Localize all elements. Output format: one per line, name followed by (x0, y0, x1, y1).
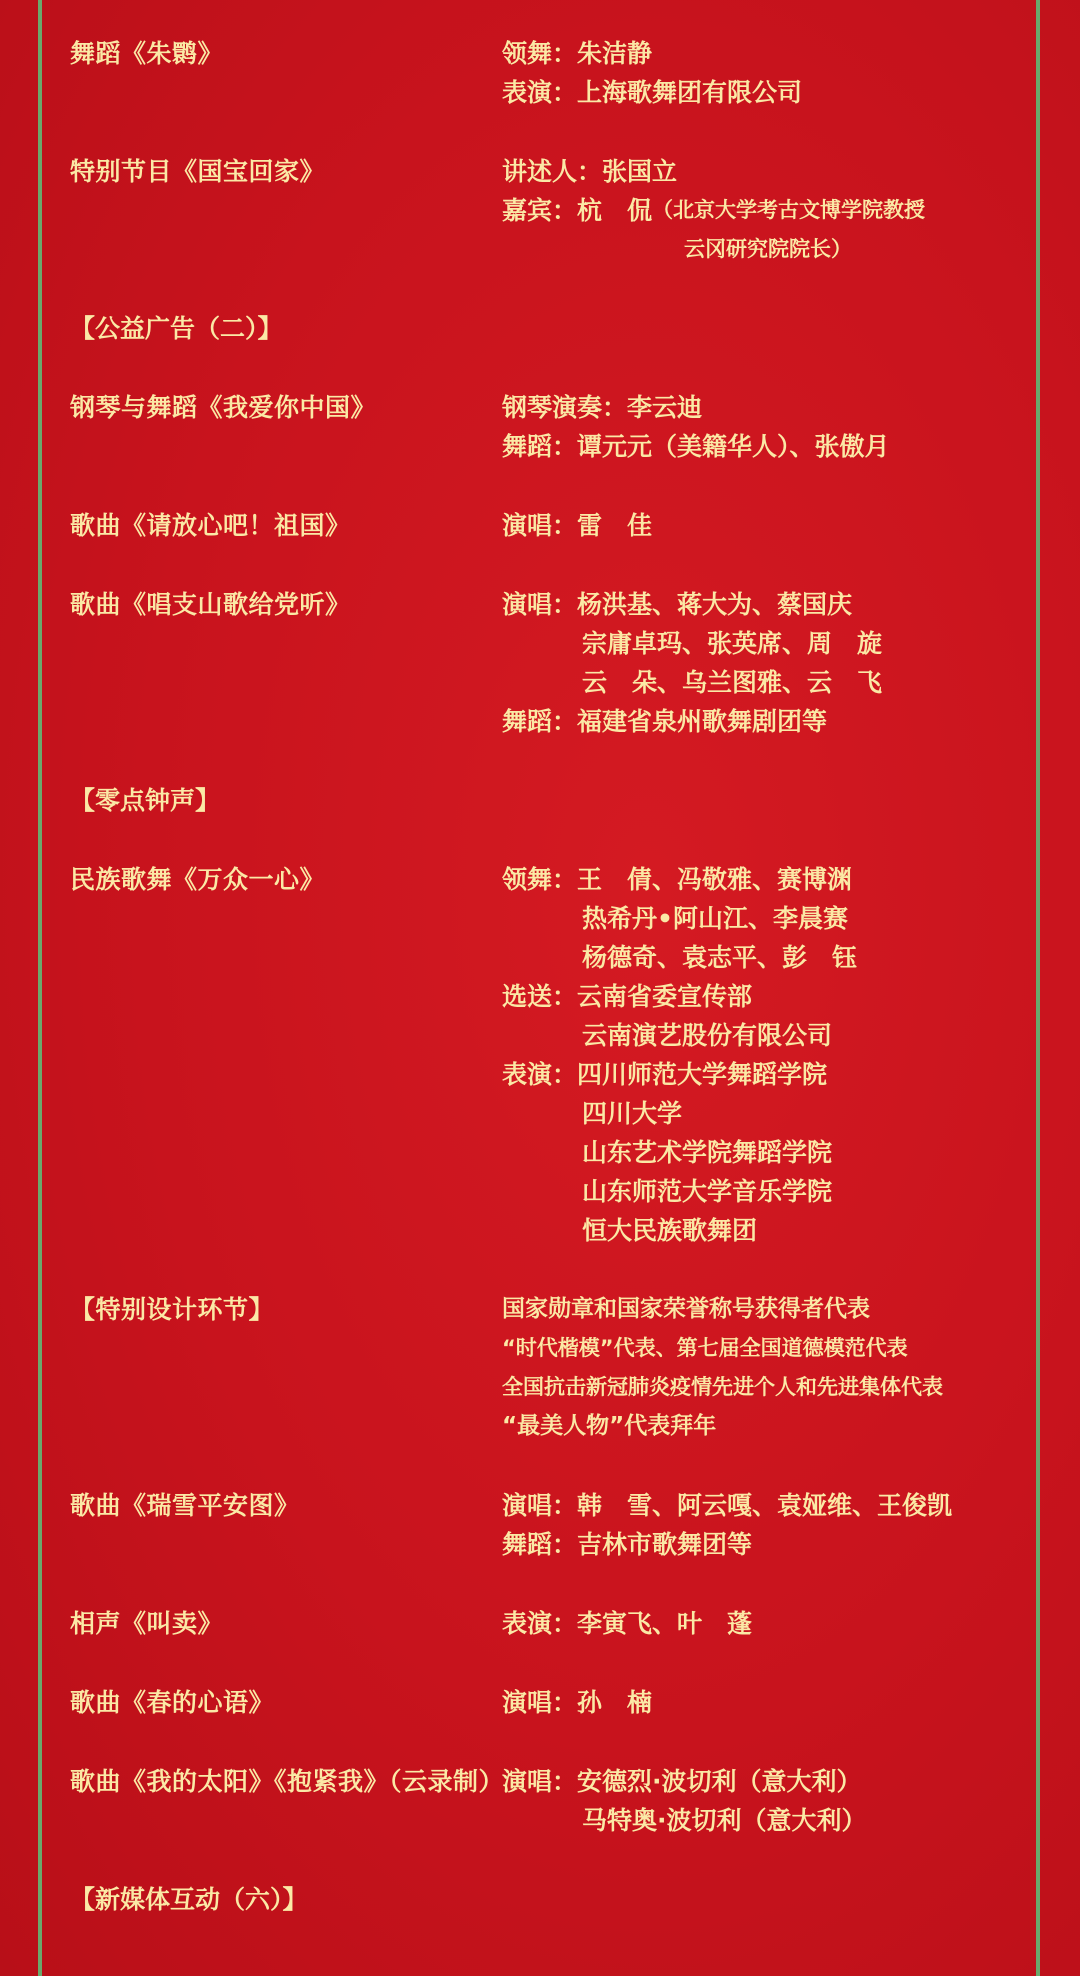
performer-names: 上海歌舞团有限公司 (577, 78, 803, 107)
performer-names: 李寅飞、叶 蓬 (577, 1609, 753, 1638)
program-details (502, 388, 1030, 466)
left-border-line (38, 0, 42, 1976)
section-title: 【公益广告（二）】 (70, 314, 283, 343)
right-border-line (1036, 0, 1040, 1976)
performer-names: 李云迪 (627, 393, 703, 422)
program-item (70, 1604, 1030, 1643)
role-label: 领舞： (502, 39, 578, 68)
performer-line (502, 1525, 1030, 1564)
program-item (70, 1486, 1030, 1564)
program-details (502, 152, 1030, 269)
performer-names: 吉林市歌舞团等 (577, 1530, 753, 1559)
detail-text: 全国抗击新冠肺炎疫情先进个人和先进集体代表 (502, 1375, 943, 1399)
program-title: 舞蹈《朱鹮》 (70, 39, 224, 68)
performer-names-continued: 热希丹•阿山江、李晨赛 (582, 904, 848, 933)
program-item (70, 152, 1030, 269)
performer-line (502, 1683, 1030, 1722)
performer-line (502, 191, 1030, 230)
performer-names: 四川师范大学舞蹈学院 (577, 1060, 828, 1089)
role-label: 舞蹈： (502, 707, 578, 736)
performer-names: 杭 侃 (577, 196, 653, 225)
section-title: 【新媒体互动（六）】 (70, 1885, 308, 1914)
program-title: 歌曲《唱支山歌给党听》 (70, 590, 351, 619)
performer-line (502, 506, 1030, 545)
detail-text: “最美人物”代表拜年 (502, 1413, 717, 1439)
performer-names-continued: 四川大学 (582, 1099, 683, 1128)
program-details (502, 1290, 1030, 1446)
performer-names: 云南省委宣传部 (577, 982, 753, 1011)
program-title: 特别节目《国宝回家》 (70, 157, 326, 186)
performer-line (502, 388, 1030, 427)
performer-line (502, 860, 1030, 899)
role-label: 表演： (502, 1060, 578, 1089)
performer-names: 安德烈·波切利（意大利） (577, 1767, 862, 1796)
section-heading (70, 309, 1030, 348)
role-label: 演唱： (502, 590, 578, 619)
program-item (70, 388, 1030, 466)
performer-line (502, 1055, 1030, 1094)
role-label: 演唱： (502, 1767, 578, 1796)
role-label: 舞蹈： (502, 1530, 578, 1559)
performer-names-continued: 云南演艺股份有限公司 (582, 1021, 833, 1050)
performer-names-continued: 云 朵、乌兰图雅、云 飞 (582, 668, 883, 697)
program-details (502, 1604, 1030, 1643)
performer-names-continued: 恒大民族歌舞团 (582, 1216, 758, 1245)
role-label: 讲述人： (502, 157, 603, 186)
performer-line (502, 34, 1030, 73)
role-label: 钢琴演奏： (502, 393, 628, 422)
role-label: 舞蹈： (502, 432, 578, 461)
program-title: 钢琴与舞蹈《我爱你中国》 (70, 393, 377, 422)
performer-names: 谭元元（美籍华人）、张傲月 (577, 432, 890, 461)
program-title: 【特别设计环节】 (70, 1295, 275, 1324)
program-item (70, 1683, 1030, 1722)
program-title: 歌曲《春的心语》 (70, 1688, 275, 1717)
performer-line (502, 427, 1030, 466)
section-heading (70, 781, 1030, 820)
performer-names-continued: 山东师范大学音乐学院 (582, 1177, 833, 1206)
performer-names-continued: 山东艺术学院舞蹈学院 (582, 1138, 833, 1167)
role-label: 嘉宾： (502, 196, 578, 225)
program-title: 歌曲《瑞雪平安图》 (70, 1491, 300, 1520)
performer-names: 王 倩、冯敬雅、赛博渊 (577, 865, 853, 894)
role-label: 表演： (502, 1609, 578, 1638)
performer-note: （北京大学考古文博学院教授 (652, 198, 926, 222)
program-title: 歌曲《请放心吧！祖国》 (70, 511, 351, 540)
performer-line (502, 1604, 1030, 1643)
program-item (70, 585, 1030, 741)
program-item (70, 860, 1030, 1250)
performer-line (502, 152, 1030, 191)
program-details (502, 34, 1030, 112)
performer-line (502, 702, 1030, 741)
performer-line (502, 73, 1030, 112)
program-details (502, 585, 1030, 741)
performer-names: 孙 楠 (577, 1688, 653, 1717)
performer-names: 福建省泉州歌舞剧团等 (577, 707, 828, 736)
program-details (502, 506, 1030, 545)
performer-names: 朱洁静 (577, 39, 653, 68)
detail-text: 国家勋章和国家荣誉称号获得者代表 (502, 1296, 870, 1322)
section-title: 【零点钟声】 (70, 786, 221, 815)
performer-names-continued: 云冈研究院院长） (684, 237, 852, 261)
role-label: 表演： (502, 78, 578, 107)
program-title: 民族歌舞《万众一心》 (70, 865, 326, 894)
performer-names: 雷 佳 (577, 511, 653, 540)
section-heading (70, 1880, 1030, 1919)
detail-text: “时代楷模”代表、第七届全国道德模范代表 (502, 1336, 908, 1360)
performer-line (502, 1486, 1030, 1525)
program-title: 歌曲《我的太阳》《抱紧我》（云录制） (70, 1767, 505, 1796)
program-item (70, 34, 1030, 112)
role-label: 演唱： (502, 1491, 578, 1520)
role-label: 领舞： (502, 865, 578, 894)
performer-names-continued: 马特奥·波切利（意大利） (582, 1806, 867, 1835)
role-label: 选送： (502, 982, 578, 1011)
performer-line (502, 977, 1030, 1016)
program-details (502, 1683, 1030, 1722)
program-title: 相声《叫卖》 (70, 1609, 224, 1638)
program-item (70, 1290, 1030, 1446)
performer-names: 张国立 (602, 157, 678, 186)
role-label: 演唱： (502, 511, 578, 540)
performer-names: 韩 雪、阿云嘎、袁娅维、王俊凯 (577, 1491, 953, 1520)
performer-line (502, 1762, 1030, 1801)
performer-names-continued: 杨德奇、袁志平、彭 钰 (582, 943, 858, 972)
program-details (502, 860, 1030, 1250)
role-label: 演唱： (502, 1688, 578, 1717)
performer-names: 杨洪基、蒋大为、蔡国庆 (577, 590, 853, 619)
program-item (70, 1762, 1030, 1840)
program-list (70, 34, 1030, 1959)
program-details (502, 1486, 1030, 1564)
program-details (502, 1762, 1030, 1840)
performer-names-continued: 宗庸卓玛、张英席、周 旋 (582, 629, 883, 658)
program-item (70, 506, 1030, 545)
performer-line (502, 585, 1030, 624)
